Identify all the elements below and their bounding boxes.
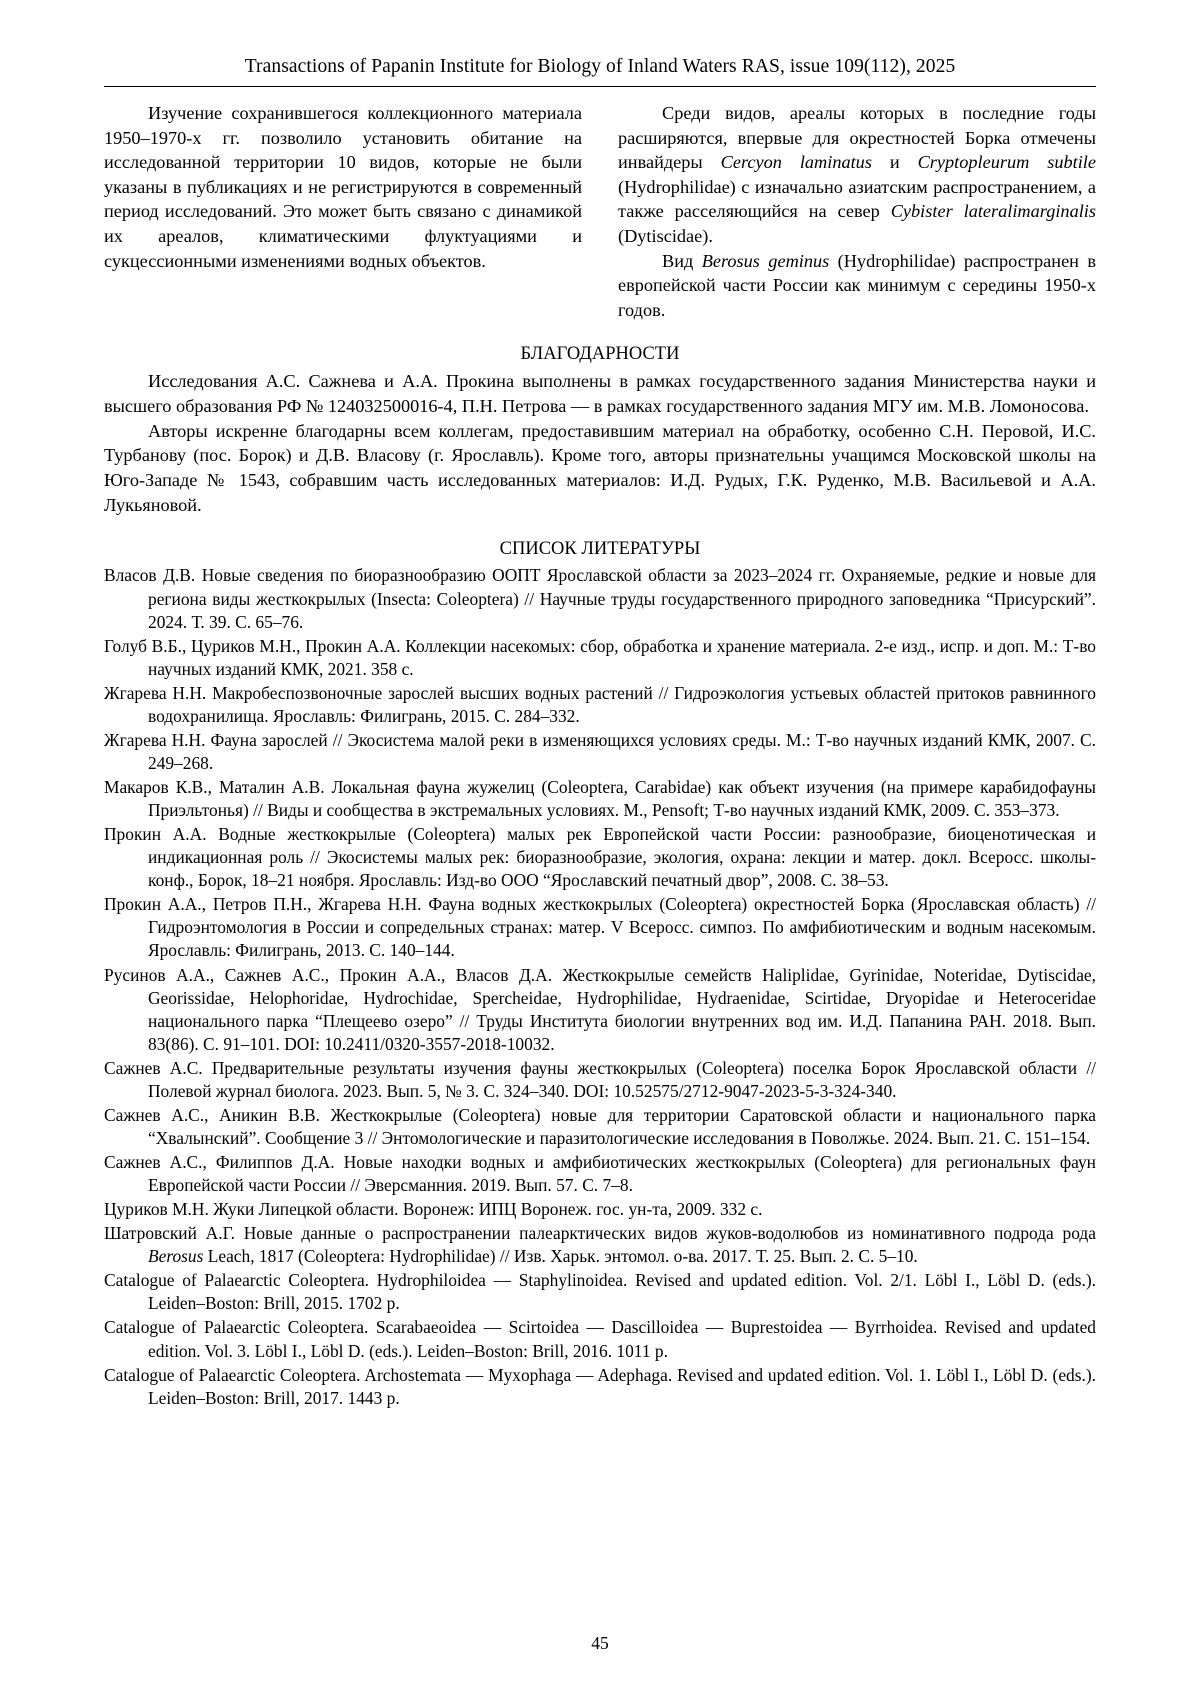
rc1-mid2: (Hydrophilidae) с изначально азиатским распространением, а также расселяющийся на север <box>618 176 1096 222</box>
reference-item: Catalogue of Palaearctic Coleoptera. Hydrophiloidea — Staphylinoidea. Revised and updated edition. Vol. 2/1. Löbl I., Löbl D. (eds.). Leiden–Boston: Brill, 2015. 1702 p. <box>104 1270 1096 1314</box>
two-column-body <box>104 101 1096 322</box>
right-column-paragraph-2 <box>618 249 1096 323</box>
header-rule <box>104 86 1096 87</box>
rc1-pre: Среди видов, ареалы которых в последние годы расширяются, впервые для окрестностей Борка отмечены инвайдеры <box>618 103 1096 173</box>
species-cercyon-laminatus: Cercyon laminatus <box>720 152 872 173</box>
left-column <box>104 101 582 322</box>
reference-item: Жгарева Н.Н. Макробеспозвоночные зарослей высших водных растений // Гидроэкология устьевых областей притоков равнинного водохранилища. Ярославль: Филигрань, 2015. С. 284–332. <box>104 682 1096 726</box>
species-berosus-geminus: Berosus geminus <box>701 250 830 271</box>
references-list <box>104 564 1096 1409</box>
reference-item: Прокин А.А. Водные жесткокрылые (Coleoptera) малых рек Европейской части России: разнообразие, биоценотическая и индикационная роль // Экосистемы малых рек: биоразнообразие, экология, охрана: лекции и матер. докл. Всеросс. школы-конф., Борок, 18–21 ноября. Ярославль: Изд-во ООО “Ярославский печатный двор”, 2008. С. 38–53. <box>104 824 1096 891</box>
reference-item: Русинов А.А., Сажнев А.С., Прокин А.А., Власов Д.А. Жесткокрылые семейств Haliplidae, Gyrinidae, Noteridae, Dytiscidae, Georissidae, Helophoridae, Hydrochidae, Spercheidae, Hydrophilidae, Hydraenidae, Scirtidae, Dryopidae и Heteroceridae национального парка “Плещеево озеро” // Труды Института биологии внутренних вод им. И.Д. Папанина РАН. 2018. Вып. 83(86). С. 91–101. DOI: 10.2411/0320-3557-2018-10032. <box>104 964 1096 1054</box>
species-cryptopleurum-subtile: Cryptopleurum subtile <box>917 152 1097 173</box>
right-column <box>618 101 1096 322</box>
reference-post: Leach, 1817 (Coleoptera: Hydrophilidae) // Изв. Харьк. энтомол. о-ва. 2017. Т. 25. Вып. 2. С. 5–10. <box>203 1246 918 1267</box>
rc2-pre: Вид <box>662 250 702 271</box>
acknowledgements-paragraph: Исследования А.С. Сажнева и А.А. Прокина выполнены в рамках государственного задания Министерства науки и высшего образования РФ № 124032500016-4, П.Н. Петрова — в рамках государственного задания МГУ им. М.В. Ломоносова. <box>104 371 1096 417</box>
reference-item: Сажнев А.С., Аникин В.В. Жесткокрылые (Coleoptera) новые для территории Саратовской области и национального парка “Хвалынский”. Сообщение 3 // Энтомологические и паразитологические исследования в Поволжье. 2024. Вып. 21. С. 151–154. <box>104 1104 1096 1148</box>
reference-item: Цуриков М.Н. Жуки Липецкой области. Воронеж: ИПЦ Воронеж. гос. ун-та, 2009. 332 с. <box>104 1199 763 1220</box>
genus-berosus: Berosus <box>148 1246 204 1267</box>
reference-item: Прокин А.А., Петров П.Н., Жгарева Н.Н. Фауна водных жесткокрылых (Coleoptera) окрестностей Борка (Ярославская область) // Гидроэнтомология в России и сопредельных странах: матер. V Всеросс. симпоз. По амфибиотическим и водным насекомым. Ярославль: Филигрань, 2013. С. 140–144. <box>104 894 1096 961</box>
reference-item: Макаров К.В., Маталин А.В. Локальная фауна жужелиц (Coleoptera, Carabidae) как объект изучения (на примере карабидофауны Приэльтонья) // Виды и сообщества в экстремальных условиях. М., Pensoft; Т-во научных изданий КМК, 2009. С. 353–373. <box>104 777 1096 821</box>
reference-item: Голуб В.Б., Цуриков М.Н., Прокин А.А. Коллекции насекомых: сбор, обработка и хранение материала. 2-е изд., испр. и доп. М.: Т-во научных изданий КМК, 2021. 358 с. <box>104 635 1096 679</box>
reference-item <box>104 1222 1096 1268</box>
acknowledgements-title: БЛАГОДАРНОСТИ <box>520 344 680 365</box>
running-head: Transactions of Papanin Institute for Biology of Inland Waters RAS, issue 109(112), 2025 <box>244 56 956 77</box>
right-column-paragraph-1 <box>618 101 1096 249</box>
reference-item: Catalogue of Palaearctic Coleoptera. Archostemata — Myxophaga — Adephaga. Revised and updated edition. Vol. 1. Löbl I., Löbl D. (eds.). Leiden–Boston: Brill, 2017. 1443 p. <box>104 1364 1096 1408</box>
reference-item: Catalogue of Palaearctic Coleoptera. Scarabaeoidea — Scirtoidea — Dascilloidea — Buprestoidea — Byrrhoidea. Revised and updated edition. Vol. 3. Löbl I., Löbl D. (eds.). Leiden–Boston: Brill, 2016. 1011 p. <box>104 1317 1096 1361</box>
reference-item: Жгарева Н.Н. Фауна зарослей // Экосистема малой реки в изменяющихся условиях среды. М.: Т-во научных изданий КМК, 2007. С. 249–268. <box>104 729 1096 773</box>
page-number: 45 <box>591 1633 609 1653</box>
reference-pre: Шатровский А.Г. Новые данные о распространении палеарктических видов жуков-водолюбов из номинативного подрода рода <box>104 1223 1096 1244</box>
acknowledgements-paragraph: Авторы искренне благодарны всем коллегам, предоставившим материал на обработку, особенно С.Н. Перовой, И.С. Турбанову (пос. Борок) и Д.В. Власову (г. Ярославль). Кроме того, авторы признательны учащимся Московской школы на Юго-Западе № 1543, собравшим часть исследованных материалов: И.Д. Рудых, Г.К. Руденко, М.В. Васильевой и А.А. Лукьяновой. <box>104 420 1096 515</box>
rc2-end: (Hydrophilidae) распространен в европейской части России как минимум с середины 1950-х годов. <box>618 250 1096 320</box>
left-column-paragraph: Изучение сохранившегося коллекционного материала 1950–1970-х гг. позволило установить обитание на исследованной территории 10 видов, которые не были указаны в публикациях и не регистрируются в современный период исследований. Это может быть связано с динамикой их ареалов, климатическими флуктуациями и сукцессионными изменениями водных объектов. <box>104 103 582 271</box>
acknowledgements-body <box>104 369 1096 517</box>
reference-item: Власов Д.В. Новые сведения по биоразнообразию ООПТ Ярославской области за 2023–2024 гг. Охраняемые, редкие и новые для региона виды жесткокрылых (Insecta: Coleoptera) // Научные труды государственного природного заповедника “Присурский”. 2024. Т. 39. С. 65–76. <box>104 565 1096 632</box>
rc1-mid1: и <box>871 152 918 173</box>
reference-item: Сажнев А.С., Филиппов Д.А. Новые находки водных и амфибиотических жесткокрылых (Coleoptera) для региональных фаун Европейской части России // Эверсманния. 2019. Вып. 57. С. 7–8. <box>104 1152 1096 1196</box>
species-cybister-lateralimarginalis: Cybister lateralimarginalis <box>890 201 1096 222</box>
rc1-end: (Dytiscidae). <box>618 225 713 246</box>
reference-item: Сажнев А.С. Предварительные результаты изучения фауны жесткокрылых (Coleoptera) поселка Борок Ярославской области // Полевой журнал биолога. 2023. Вып. 5, № 3. С. 324–340. DOI: 10.52575/2712-9047-2023-5-3-324-340. <box>104 1057 1096 1101</box>
references-title: СПИСОК ЛИТЕРАТУРЫ <box>499 539 701 560</box>
